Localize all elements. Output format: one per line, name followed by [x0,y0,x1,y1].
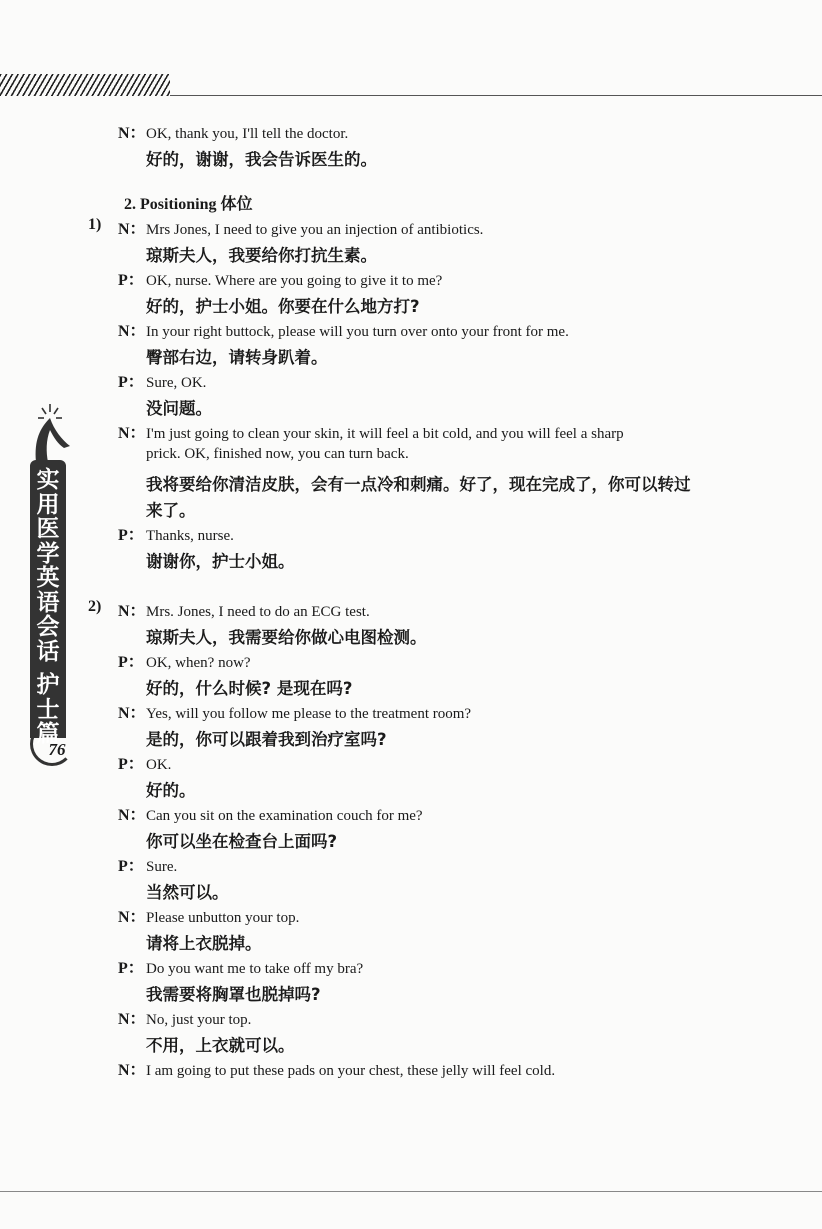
dialogue-en-line [118,853,177,876]
footer-rule [0,1191,822,1192]
speaker-label: P： [118,272,144,289]
dialogue-en-line [118,369,206,392]
section-number: 2. [124,196,136,213]
dialogue-en-line [118,904,299,927]
english-text: Mrs. Jones, I need to do an ECG test. [146,604,370,620]
page-number: 76 [48,740,66,759]
chinese-translation: 好的，谢谢，我会告诉医生的。 [146,149,377,169]
dialogue-en-line [118,955,363,978]
dialogue-en-line [118,267,442,290]
chinese-translation: 我将要给你清洁皮肤，会有一点冷和刺痛。好了，现在完成了，你可以转过 [146,475,691,494]
english-text: Thanks, nurse. [146,528,234,544]
english-text: OK. [146,757,172,773]
chinese-translation: 来了。 [146,500,196,520]
english-text: Sure. [146,859,178,875]
english-text: Yes, will you follow me please to the treatment room? [146,706,472,722]
chinese-translation: 好的。 [146,780,196,800]
dialogue-en-line [118,216,483,239]
english-text: OK, thank you, I'll tell the doctor. [146,126,349,142]
speaker-label: P： [118,654,144,671]
speaker-label: N： [118,909,146,926]
chinese-translation: 不用，上衣就可以。 [146,1035,295,1055]
dialogue-en-line [118,802,423,825]
chinese-translation: 你可以坐在检查台上面吗? [146,831,338,851]
dialogue-en-line [118,649,251,672]
chinese-translation: 我需要将胸罩也脱掉吗? [146,984,321,1004]
english-text: Please unbutton your top. [146,910,300,926]
english-text: Mrs Jones, I need to give you an injection of antibiotics. [146,222,484,238]
speaker-label: P： [118,374,144,391]
english-text: I'm just going to clean your skin, it will feel a bit cold, and you will feel a sharp [146,426,624,442]
chinese-translation: 好的，什么时候? 是现在吗? [146,678,353,698]
english-text: I am going to put these pads on your chest, these jelly will feel cold. [146,1063,556,1079]
dialogue-en-line [118,120,348,143]
chinese-translation: 臀部右边，请转身趴着。 [146,347,328,367]
chinese-translation: 琼斯夫人，我要给你打抗生素。 [146,245,377,265]
side-tab [20,400,80,770]
speaker-label: P： [118,858,144,875]
speaker-label: N： [118,323,146,340]
dialogue-en-line [118,318,569,341]
chinese-translation: 当然可以。 [146,882,229,902]
dialogue-en-line [118,598,370,621]
dialogue-en-line [146,446,409,463]
dialogue-en-line [118,1006,251,1029]
side-tab-text [30,468,66,747]
english-text: Sure, OK. [146,375,207,391]
side-tab-title: 实用医学英语会话 [36,467,60,665]
speaker-label: N： [118,1062,146,1079]
chinese-translation: 好的，护士小姐。你要在什么地方打? [146,296,420,316]
english-text: OK, when? now? [146,655,251,671]
speaker-label: N： [118,705,146,722]
chinese-translation: 是的，你可以跟着我到治疗室吗? [146,729,387,749]
side-tab-subtitle: 护士篇 [36,672,60,747]
speaker-label: P： [118,527,144,544]
english-text: Can you sit on the examination couch for me? [146,808,423,824]
dialogue-number: 1) [88,216,102,233]
dialogue-en-line [118,522,234,545]
speaker-label: N： [118,807,146,824]
speaker-label: P： [118,960,144,977]
english-text: In your right buttock, please will you turn over onto your front for me. [146,324,569,340]
english-text: Do you want me to take off my bra? [146,961,364,977]
dialogue-en-line [118,700,471,723]
section-title-en: Positioning [140,196,217,213]
section-heading [124,191,252,214]
dialogue-number: 2) [88,598,102,615]
section-title-zh: 体位 [220,194,253,213]
chinese-translation: 谢谢你，护士小姐。 [146,551,295,571]
speaker-label: N： [118,425,146,442]
english-text: No, just your top. [146,1012,252,1028]
speaker-label: N： [118,125,146,142]
chinese-translation: 请将上衣脱掉。 [146,933,262,953]
dialogue-en-line [118,420,624,443]
speaker-label: N： [118,1011,146,1028]
dialogue-en-line [118,751,171,774]
speaker-label: N： [118,221,146,238]
english-text: OK, nurse. Where are you going to give it to me? [146,273,443,289]
dialogue-en-line [118,1057,555,1080]
header-hatch-decoration [0,74,170,96]
speaker-label: N： [118,603,146,620]
english-text: prick. OK, finished now, you can turn back. [146,445,409,462]
chinese-translation: 没问题。 [146,398,212,418]
speaker-label: P： [118,756,144,773]
header-rule [170,95,822,96]
chinese-translation: 琼斯夫人，我需要给你做心电图检测。 [146,627,427,647]
